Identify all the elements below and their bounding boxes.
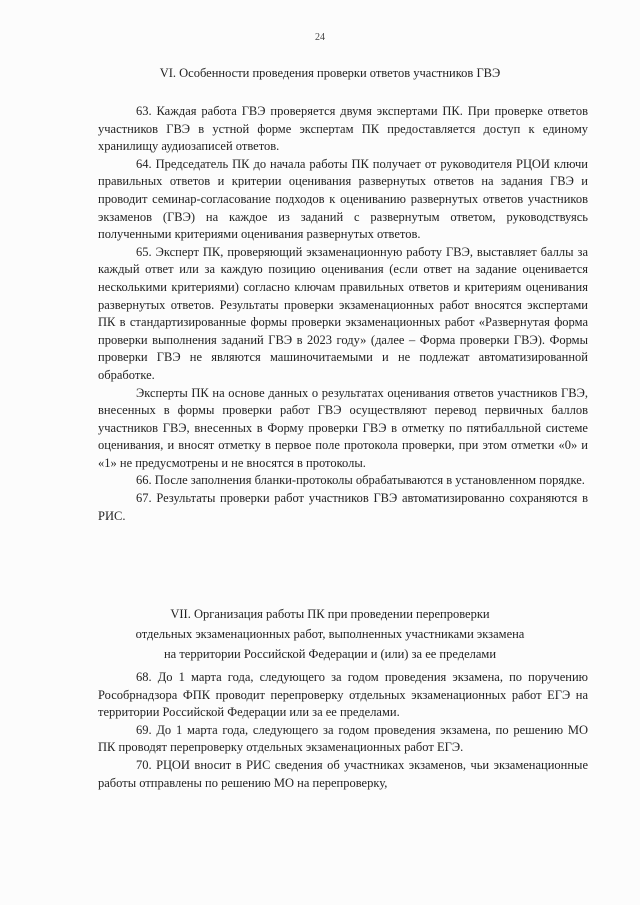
paragraph-experts: Эксперты ПК на основе данных о результатах оценивания ответов участников ГВЭ, внесенных в формы проверки работ ГВЭ осуществляют перевод первичных баллов участников ГВЭ, внесенных в Форму проверки ГВЭ в отметку по пятибалльной системе оценивания, и вносят отметку в первое поле протокола проверки, при этом отметки «0» и «1» не предусмотрены и не вносятся в протоколы. [98,385,588,470]
section-7-heading-line-1: VII. Организация работы ПК при проведении перепроверки [170,607,490,621]
paragraph-67: 67. Результаты проверки работ участников ГВЭ автоматизированно сохраняются в РИС. [98,491,588,523]
paragraph-70: 70. РЦОИ вносит в РИС сведения об участниках экзаменов, чьи экзаменационные работы отправлены по решению МО на перепроверку, [98,757,588,790]
paragraph-66: 66. После заполнения бланки-протоколы обрабатываются в установленном порядке. [136,473,585,488]
page-number: 24 [315,32,325,43]
section-7-heading-line-3: на территории Российской Федерации и (или) за ее пределами [163,647,497,661]
paragraph-63: 63. Каждая работа ГВЭ проверяется двумя экспертами ПК. При проверке ответов участников ГВЭ в устной форме экспертам ПК предоставляется доступ к единому хранилищу аудиозаписей ответов. [98,104,588,154]
section-6-heading: VI. Особенности проведения проверки ответов участников ГВЭ [159,66,501,80]
paragraph-69: 69. До 1 марта года, следующего за годом проведения экзамена, по решению МО ПК проводят перепроверку отдельных экзаменационных работ ЕГЭ. [98,722,588,755]
paragraph-68: 68. До 1 марта года, следующего за годом проведения экзамена, по поручению Рособрнадзора ФПК проводит перепроверку отдельных экзаменационных работ ЕГЭ на территории Российской Федерации или за ее пределами. [98,670,588,720]
paragraph-64: 64. Председатель ПК до начала работы ПК получает от руководителя РЦОИ ключи правильных ответов и критерии оценивания развернутых ответов на задания ГВЭ и проводит семинар-согласование подходов к оцениванию развернутых ответов участников экзаменов (ГВЭ) на каждое из заданий с развернутым ответом, руководствуясь полученными критериями оценивания развернутых ответов. [98,156,588,242]
section-7-heading-line-2: отдельных экзаменационных работ, выполненных участниками экзамена [135,627,525,641]
section-7-body [98,669,588,792]
section-6-body [98,103,588,525]
paragraph-65: 65. Эксперт ПК, проверяющий экзаменационную работу ГВЭ, выставляет баллы за каждый ответ или за каждую позицию оценивания (если ответ на задание оценивается несколькими критериями) согласно ключам правильных ответов и критериям оценивания развернутых ответов. Результаты проверки экзаменационных работ вносятся экспертами ПК в стандартизированные формы проверки экзаменационных работ «Развернутая форма проверки выполнения заданий ГВЭ в 2023 году» (далее – Форма проверки ГВЭ). Формы проверки ГВЭ не являются машиночитаемыми и не подлежат автоматизированной обработке. [98,244,588,382]
section-7-heading [60,604,600,664]
